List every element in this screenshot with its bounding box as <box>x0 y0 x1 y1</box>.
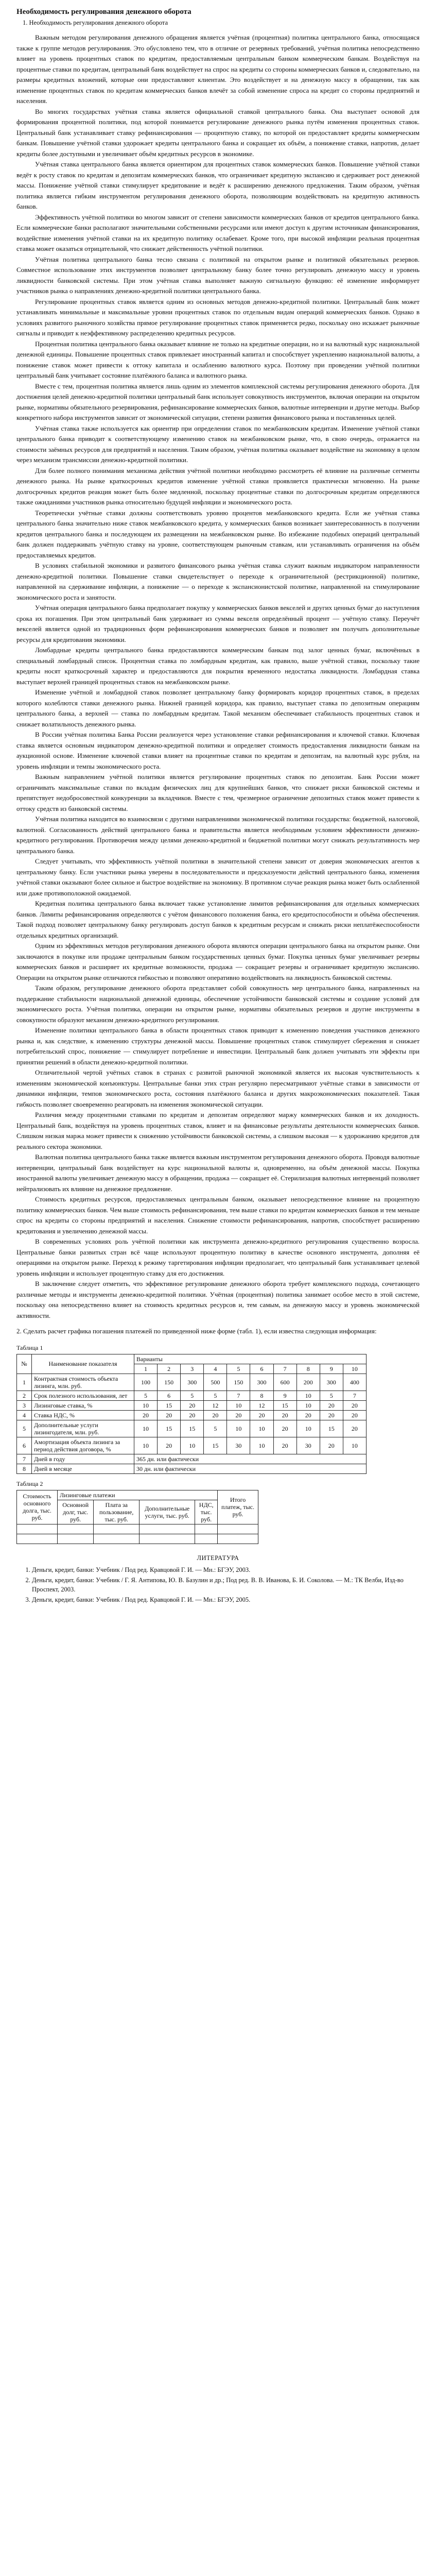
reference-item: 2. Деньги, кредит, банки: Учебник / Г. Я. Антипова, Ю. В. Базулин и др.; Под ред. В. В. Иванова, Б. И. Соколова. — М.: ТК Велби, Изд-во Проспект, 2003. <box>32 1575 420 1594</box>
table-cell: 200 <box>297 1374 320 1391</box>
table-cell: 500 <box>204 1374 227 1391</box>
variant-number: 2 <box>158 1364 181 1374</box>
table-cell <box>139 1524 195 1534</box>
table-cell: 20 <box>320 1410 343 1420</box>
paragraph: Учётная политика находится во взаимосвязи с другими направлениями экономической политики государства: бюджетной, налоговой, валютной. Согласованность действий центрального банка и правительства является необходимым условием эффективности денежно-кредитного регулирования. Противоречия между целями денежно-кредитной и бюджетной политики могут снижать результативность мер центрального банка. <box>16 815 420 855</box>
table-cell: 20 <box>273 1410 297 1420</box>
paragraph: Учётная операция центрального банка предполагает покупку у коммерческих банков векселей и других ценных бумаг до наступления срока их погашения. При этом центральный банк удерживает из суммы векселя определённый процент — учётную ставку. Переучёт векселей является одной из традиционных форм рефинансирования коммерческих банков и позволяет им получать дополнительные ресурсы для кредитования экономики. <box>16 604 420 643</box>
table-cell: 20 <box>320 1400 343 1410</box>
table-cell: 15 <box>273 1400 297 1410</box>
table-cell: 20 <box>273 1437 297 1454</box>
table-cell: 20 <box>343 1410 366 1420</box>
table-row <box>17 1437 367 1454</box>
paragraph: Стоимость кредитных ресурсов, предоставляемых центральным банком, оказывает непосредственное влияние на процентную политику коммерческих банков. Чем выше стоимость рефинансирования, тем выше ставки по кредитам коммерческих банков и тем меньше спрос на кредиты со стороны предприятий и населения. Снижение стоимости рефинансирования, напротив, способствует расширению кредитования и увеличению денежной массы. <box>16 1195 420 1235</box>
variant-number: 8 <box>297 1364 320 1374</box>
paragraph: Учётная ставка также используется как ориентир при определении ставок по межбанковским кредитам. Изменение учётной ставки центрального банка приводит к соответствующему изменению ставок на межбанковском рынке, что, в свою очередь, отражается на стоимости заёмных ресурсов для предприятий и населения. Таким образом, учётная политика оказывает воздействие на экономику в целом через механизм трансмиссии денежно-кредитной политики. <box>16 424 420 464</box>
table-cell <box>195 1534 218 1544</box>
paragraph: Учётная ставка центрального банка является ориентиром для процентных ставок коммерческих банков. Повышение учётной ставки ведёт к росту ставок по кредитам и депозитам коммерческих банков, что ограничивает кредитную экспансию и сдерживает рост денежной массы. Понижение учётной ставки стимулирует кредитование и ведёт к расширению денежного предложения. Таким образом, учётная политика является гибким инструментом регулирования денежного оборота, позволяющим воздействовать на кредитную активность банков. <box>16 160 420 210</box>
paragraph: В современных условиях роль учётной политики как инструмента денежно-кредитного регулирования существенно возросла. Центральные банки развитых стран всё чаще используют процентную политику в качестве основного инструмента, дополняя её операциями на открытом рынке. Переход к режиму таргетирования инфляции предполагает, что центральный банк устанавливает целевой уровень инфляции и использует процентную ставку для его достижения. <box>16 1238 420 1277</box>
table-cell: 10 <box>134 1420 158 1437</box>
indicator-name: Ставка НДС, % <box>32 1410 134 1420</box>
paragraph: Кредитная политика центрального банка включает также установление лимитов рефинансирования для отдельных коммерческих банков. Лимиты рефинансирования определяются с учётом финансового положения банка, его кредитоспособности и объёма обеспечения. Такой подход позволяет центральному банку регулировать доступ банков к кредитным ресурсам и снижать риски неплатёжеспособности отдельных кредитных организаций. <box>16 900 420 939</box>
table1-header-number: № <box>17 1354 32 1374</box>
table-row <box>17 1524 258 1534</box>
table-cell: 9 <box>273 1391 297 1400</box>
paragraph: Учётная политика центрального банка тесно связана с политикой на открытом рынке и политикой обязательных резервов. Совместное использование этих инструментов позволяет центральному банку более точно регулировать денежную массу и уровень ликвидности банковской системы. При этом учётная ставка выполняет важную сигнальную функцию: её изменение информирует участников рынка о направлениях денежно-кредитной политики центрального банка. <box>16 255 420 295</box>
document-body <box>16 32 420 1321</box>
table-cell: 10 <box>297 1391 320 1400</box>
table-row <box>17 1410 367 1420</box>
references-list <box>16 1565 420 1604</box>
paragraph: Изменение политики центрального банка в области процентных ставок приводит к изменению поведения участников денежного рынка и, как следствие, к изменению структуры денежной массы. Повышение процентных ставок стимулирует сбережения и снижает потребительский спрос, понижение — стимулирует потребление и инвестиции. Центральный банк должен учитывать эти эффекты при принятии решений в области денежно-кредитной политики. <box>16 1026 420 1066</box>
row-number: 5 <box>17 1420 32 1437</box>
table-cell: 20 <box>320 1437 343 1454</box>
table-cell: 5 <box>320 1391 343 1400</box>
table2-header-debt: Основной долг, тыс. руб. <box>58 1500 94 1524</box>
table-cell: 15 <box>320 1420 343 1437</box>
table-cell: 15 <box>181 1420 204 1437</box>
variant-number: 3 <box>181 1364 204 1374</box>
table-cell <box>94 1534 139 1544</box>
row-number: 4 <box>17 1410 32 1420</box>
row-number: 2 <box>17 1391 32 1400</box>
table-cell <box>17 1524 58 1534</box>
table-cell: 600 <box>273 1374 297 1391</box>
table-cell: 15 <box>204 1437 227 1454</box>
variant-number: 1 <box>134 1364 158 1374</box>
table-cell: 10 <box>227 1420 250 1437</box>
table2-header-principal: Стоимость основного долга, тыс. руб. <box>17 1490 58 1524</box>
table-cell <box>139 1534 195 1544</box>
table-cell: 8 <box>250 1391 273 1400</box>
table-row <box>17 1391 367 1400</box>
table-row <box>17 1464 367 1473</box>
table-cell: 20 <box>158 1410 181 1420</box>
indicator-name: Амортизация объекта лизинга за период действия договора, % <box>32 1437 134 1454</box>
table-cell: 15 <box>158 1420 181 1437</box>
table-cell: 10 <box>181 1437 204 1454</box>
table-cell: 10 <box>227 1400 250 1410</box>
table-cell: 20 <box>181 1410 204 1420</box>
table-cell: 30 <box>297 1437 320 1454</box>
table-cell: 30 дн. или фактически <box>134 1464 367 1473</box>
table-cell: 20 <box>134 1410 158 1420</box>
variant-number: 7 <box>273 1364 297 1374</box>
table-cell: 10 <box>134 1437 158 1454</box>
paragraph: Процентная политика центрального банка оказывает влияние не только на кредитные операции, но и на валютный курс национальной денежной единицы. Повышение процентных ставок привлекает иностранный капитал и способствует укреплению национальной валюты, а понижение ставок может привести к оттоку капитала и ослаблению валютного курса. Поэтому при проведении учётной политики центральный банк учитывает состояние платёжного баланса и валютного рынка. <box>16 340 420 379</box>
row-number: 8 <box>17 1464 32 1473</box>
references-title: ЛИТЕРАТУРА <box>197 1554 239 1562</box>
table-cell: 20 <box>181 1400 204 1410</box>
variant-number: 4 <box>204 1364 227 1374</box>
variant-number: 5 <box>227 1364 250 1374</box>
table1-caption: Таблица 1 <box>16 1344 43 1351</box>
row-number: 3 <box>17 1400 32 1410</box>
row-number: 7 <box>17 1454 32 1464</box>
paragraph: Важным направлением учётной политики является регулирование процентных ставок по депозитам. Банк России может ограничивать максимальные ставки по вкладам физических лиц для крупнейших банков, что снижает риски банковской системы и препятствует недобросовестной конкуренции за вкладчиков. Вместе с тем, чрезмерное ограничение депозитных ставок может привести к оттоку средств из банковской системы. <box>16 773 420 812</box>
indicator-name: Дней в году <box>32 1454 134 1464</box>
table-cell: 5 <box>134 1391 158 1400</box>
table-cell <box>17 1534 58 1544</box>
table-cell: 12 <box>250 1400 273 1410</box>
table-cell: 20 <box>297 1410 320 1420</box>
paragraph: Изменение учётной и ломбардной ставок позволяет центральному банку формировать коридор процентных ставок, в пределах которого колеблются ставки денежного рынка. Нижней границей коридора, как правило, выступает ставка по депозитным операциям центрального банка, а верхней — ставка по ломбардным кредитам. Такой механизм обеспечивает стабильность процентных ставок и снижает волатильность денежного рынка. <box>16 688 420 728</box>
table-cell <box>195 1524 218 1534</box>
table-cell: 5 <box>181 1391 204 1400</box>
table-cell: 6 <box>158 1391 181 1400</box>
table1-header-variants: Варианты <box>134 1354 367 1364</box>
table-cell: 20 <box>158 1437 181 1454</box>
table-row <box>17 1534 258 1544</box>
table-row <box>17 1454 367 1464</box>
table2-header-lease-payments: Лизинговые платежи <box>58 1490 218 1500</box>
paragraph: Регулирование процентных ставок является одним из основных методов денежно-кредитной политики. Центральный банк может устанавливать минимальные и максимальные уровни процентных ставок по отдельным видам операций коммерческих банков. Однако в условиях развитого рыночного хозяйства прямое регулирование процентных ставок применяется редко, поскольку оно искажает рыночные сигналы и приводит к неэффективному распределению кредитных ресурсов. <box>16 297 420 337</box>
table-cell <box>58 1534 94 1544</box>
table-cell: 5 <box>204 1420 227 1437</box>
table-cell: 10 <box>134 1400 158 1410</box>
paragraph: Валютная политика центрального банка также является важным инструментом регулирования денежного оборота. Проводя валютные интервенции, центральный банк воздействует на курс национальной валюты и, одновременно, на объём денежной массы. Покупка иностранной валюты увеличивает денежную массу в обращении, продажа — сокращает её. Стерилизация валютных интервенций позволяет нейтрализовать их влияние на денежное предложение. <box>16 1153 420 1193</box>
table2-header-total: Итого платеж, тыс. руб. <box>218 1490 258 1524</box>
table1-header-indicator: Наименование показателя <box>32 1354 134 1374</box>
task-statement: 2. Сделать расчет графика погашения платежей по приведенной ниже форме (табл. 1), если известна следующая информация: <box>16 1327 377 1335</box>
table-cell: 5 <box>204 1391 227 1400</box>
indicator-name: Контрактная стоимость объекта лизинга, млн. руб. <box>32 1374 134 1391</box>
table-cell: 10 <box>250 1437 273 1454</box>
table-cell <box>218 1534 258 1544</box>
paragraph: Вместе с тем, процентная политика является лишь одним из элементов комплексной системы регулирования денежного оборота. Для достижения целей денежно-кредитной политики центральный банк использует совокупность инструментов, включая операции на открытом рынке, нормативы обязательного резервирования, рефинансирование коммерческих банков, валютные интервенции и другие методы. Выбор конкретного набора инструментов зависит от экономической ситуации, степени развития финансового рынка и поставленных целей. <box>16 382 420 421</box>
table-cell: 12 <box>204 1400 227 1410</box>
paragraph: Для более полного понимания механизма действия учётной политики необходимо рассмотреть её влияние на различные сегменты денежного рынка. На рынке краткосрочных кредитов изменение учётной ставки проявляется практически мгновенно. На рынке долгосрочных кредитов реакция может быть более медленной, поскольку процентные ставки по долгосрочным кредитам определяются также ожиданиями участников рынка относительно будущей инфляции и экономического роста. <box>16 466 420 506</box>
paragraph: В России учётная политика Банка России реализуется через установление ставки рефинансирования и ключевой ставки. Ключевая ставка является основным индикатором денежно-кредитной политики и определяет стоимость предоставления ликвидности банкам на аукционной основе. Изменение ключевой ставки влияет на процентные ставки по кредитам и депозитам, на валютный курс рубля, на уровень инфляции и темпы экономического роста. <box>16 731 420 770</box>
table-cell: 20 <box>250 1410 273 1420</box>
paragraph: Одним из эффективных методов регулирования денежного оборота являются операции центрального банка на открытом рынке. Они заключаются в покупке или продаже центральным банком государственных ценных бумаг. Покупка ценных бумаг увеличивает резервы коммерческих банков и расширяет их кредитные возможности, продажа — сокращает резервы и ограничивает кредитную экспансию. Операции на открытом рынке отличаются гибкостью и позволяют оперативно воздействовать на ликвидность банковской системы. <box>16 942 420 981</box>
table-cell: 150 <box>227 1374 250 1391</box>
paragraph: Эффективность учётной политики во многом зависит от степени зависимости коммерческих банков от кредитов центрального банка. Если коммерческие банки располагают значительными собственными ресурсами или имеют доступ к другим источникам финансирования, воздействие изменения учётной ставки на их кредитную политику ослабевает. Кроме того, при высокой инфляции реальная процентная ставка может оказаться отрицательной, что снижает действенность учётной политики. <box>16 213 420 252</box>
table2-header-extra-services: Дополнительные услуги, тыс. руб. <box>139 1500 195 1524</box>
variant-number: 9 <box>320 1364 343 1374</box>
paragraph: Следует учитывать, что эффективность учётной политики в значительной степени зависит от доверия экономических агентов к центральному банку. Если участники рынка уверены в последовательности и предсказуемости действий центрального банка, изменения учётной ставки оказывают более сильное и быстрое воздействие на экономику. В противном случае реакция рынка может быть ослабленной или даже противоположной ожидаемой. <box>16 857 420 897</box>
table-cell <box>58 1524 94 1534</box>
table-cell: 150 <box>158 1374 181 1391</box>
table-cell: 20 <box>204 1410 227 1420</box>
table-cell: 10 <box>250 1420 273 1437</box>
table-cell: 10 <box>297 1400 320 1410</box>
lease-input-table <box>16 1354 367 1474</box>
table-row <box>17 1420 367 1437</box>
indicator-name: Дней в месяце <box>32 1464 134 1473</box>
section-heading: 1. Необходимость регулирования денежного оборота <box>23 19 168 26</box>
repayment-schedule-table <box>16 1490 258 1544</box>
table1-header-row <box>17 1354 367 1364</box>
row-number: 6 <box>17 1437 32 1454</box>
variant-number: 6 <box>250 1364 273 1374</box>
table-cell: 20 <box>343 1420 366 1437</box>
table-cell <box>218 1524 258 1534</box>
table-cell: 20 <box>343 1400 366 1410</box>
table-cell: 300 <box>181 1374 204 1391</box>
indicator-name: Дополнительные услуги лизингодателя, млн. руб. <box>32 1420 134 1437</box>
table2-caption: Таблица 2 <box>16 1480 43 1487</box>
paragraph: Ломбардные кредиты центрального банка предоставляются коммерческим банкам под залог ценных бумаг, включённых в специальный ломбардный список. Процентная ставка по ломбардным кредитам, как правило, выше учётной ставки, поскольку такие кредиты носят краткосрочный характер и предоставляются для покрытия временного недостатка ликвидности. Ломбардная ставка выступает верхней границей процентных ставок на межбанковском рынке. <box>16 646 420 686</box>
table-cell: 100 <box>134 1374 158 1391</box>
table-cell: 400 <box>343 1374 366 1391</box>
indicator-name: Лизинговые ставка, % <box>32 1400 134 1410</box>
paragraph: Во многих государствах учётная ставка является официальной ставкой центрального банка. Она выступает основой для формирования процентной политики, под которой понимается регулирование денежного рынка путём изменения процентных ставок. Центральный банк устанавливает ставку рефинансирования — процентную ставку, по которой он предоставляет кредиты коммерческим банкам. Повышение учётной ставки удорожает кредиты центрального банка и сокращает их объём, а понижение ставки, напротив, делает кредиты более доступными и увеличивает объём кредитных ресурсов в экономике. <box>16 107 420 158</box>
table-cell: 365 дн. или фактически <box>134 1454 367 1464</box>
table-row <box>17 1374 367 1391</box>
table-cell: 30 <box>227 1437 250 1454</box>
table-cell: 300 <box>250 1374 273 1391</box>
table-cell: 15 <box>158 1400 181 1410</box>
table-cell: 7 <box>227 1391 250 1400</box>
paragraph: В заключение следует отметить, что эффективное регулирование денежного оборота требует комплексного подхода, сочетающего различные методы и инструменты денежно-кредитной политики. Учётная (процентная) политика занимает особое место в этой системе, поскольку она непосредственно влияет на стоимость кредитных ресурсов и, тем самым, на денежную массу и уровень экономической активности. <box>16 1280 420 1319</box>
paragraph: В условиях стабильной экономики и развитого финансового рынка учётная ставка служит важным индикатором направленности денежно-кредитной политики. Повышение ставки свидетельствует о переходе к ограничительной (рестрикционной) политике, направленной на сдерживание инфляции, а понижение — о переходе к экспансионистской политике, направленной на стимулирование экономического роста и занятости. <box>16 562 420 601</box>
table-cell: 10 <box>343 1437 366 1454</box>
table2-header-vat: НДС, тыс. руб. <box>195 1500 218 1524</box>
table2-header-usage-fee: Плата за пользование, тыс. руб. <box>94 1500 139 1524</box>
indicator-name: Срок полезного использования, лет <box>32 1391 134 1400</box>
table2-header-row <box>17 1490 258 1500</box>
reference-item: 3. Деньги, кредит, банки: Учебник / Под ред. Кравцовой Г. И. — Мн.: БГЭУ, 2005. <box>32 1595 420 1604</box>
table-cell: 7 <box>343 1391 366 1400</box>
table-cell: 10 <box>297 1420 320 1437</box>
reference-item: 1. Деньги, кредит, банки: Учебник / Под ред. Кравцовой Г. И. — Мн.: БГЭУ, 2003. <box>32 1565 420 1574</box>
table-cell: 300 <box>320 1374 343 1391</box>
paragraph: Теоретически учётные ставки должны соответствовать уровню процентов межбанковского кредита. Если же учётная ставка центрального банка значительно ниже ставок межбанковского кредита, у коммерческих банков возникает заинтересованность в получении кредитов центрального банка и последующем их размещении на межбанковском рынке. Во избежание подобных операций центральный банк должен поддерживать учётную ставку на уровне, соответствующем рыночным ставкам, или устанавливать ограничения на объём предоставляемых кредитов. <box>16 509 420 559</box>
table-cell: 20 <box>227 1410 250 1420</box>
table-row <box>17 1400 367 1410</box>
table-cell <box>94 1524 139 1534</box>
paragraph: Различия между процентными ставками по кредитам и депозитам определяют маржу коммерческих банков и их доходность. Центральный банк, воздействуя на уровень процентных ставок, влияет и на финансовые результаты деятельности коммерческих банков. Слишком низкая маржа может привести к снижению устойчивости банковской системы, а слишком высокая — к удорожанию кредитов для реального сектора экономики. <box>16 1111 420 1150</box>
variant-number: 10 <box>343 1364 366 1374</box>
paragraph: Таким образом, регулирование денежного оборота представляет собой совокупность мер центрального банка, направленных на поддержание стабильности национальной денежной единицы, обеспечение устойчивости банковской системы и создание условий для экономического роста. Учётная политика, операции на открытом рынке, нормативы обязательных резервов и другие инструменты в совокупности образуют механизм денежно-кредитного регулирования. <box>16 984 420 1024</box>
paragraph: Важным методом регулирования денежного обращения является учётная (процентная) политика центрального банка, относящаяся также к группе методов регулирования. Это обусловлено тем, что в отличие от резервных требований, учётная политика непосредственно влияет на уровень процентных ставок по кредитам, предоставляемым центральным банком коммерческим банкам. Воздействуя на процентные ставки по кредитам, центральный банк воздействует на спрос на кредиты со стороны коммерческих банков и, следовательно, на размеры кредитных вложений, которые они предоставляют клиентам. Это воздействует и на денежную массу в обращении, так как изменение процентных ставок по кредитам коммерческих банков влечёт за собой изменение спроса на кредит со стороны предприятий и населения. <box>16 33 420 105</box>
document-title: Необходимость регулирования денежного оборота <box>16 8 191 16</box>
paragraph: Отличительной чертой учётных ставок в странах с развитой рыночной экономикой является их высокая чувствительность к изменениям экономической конъюнктуры. Центральные банки этих стран регулярно пересматривают учётные ставки в зависимости от динамики инфляции, темпов экономического роста, состояния платёжного баланса и других макроэкономических показателей. Такая гибкость позволяет своевременно реагировать на изменения экономической ситуации. <box>16 1069 420 1108</box>
row-number: 1 <box>17 1374 32 1391</box>
table-cell: 20 <box>273 1420 297 1437</box>
